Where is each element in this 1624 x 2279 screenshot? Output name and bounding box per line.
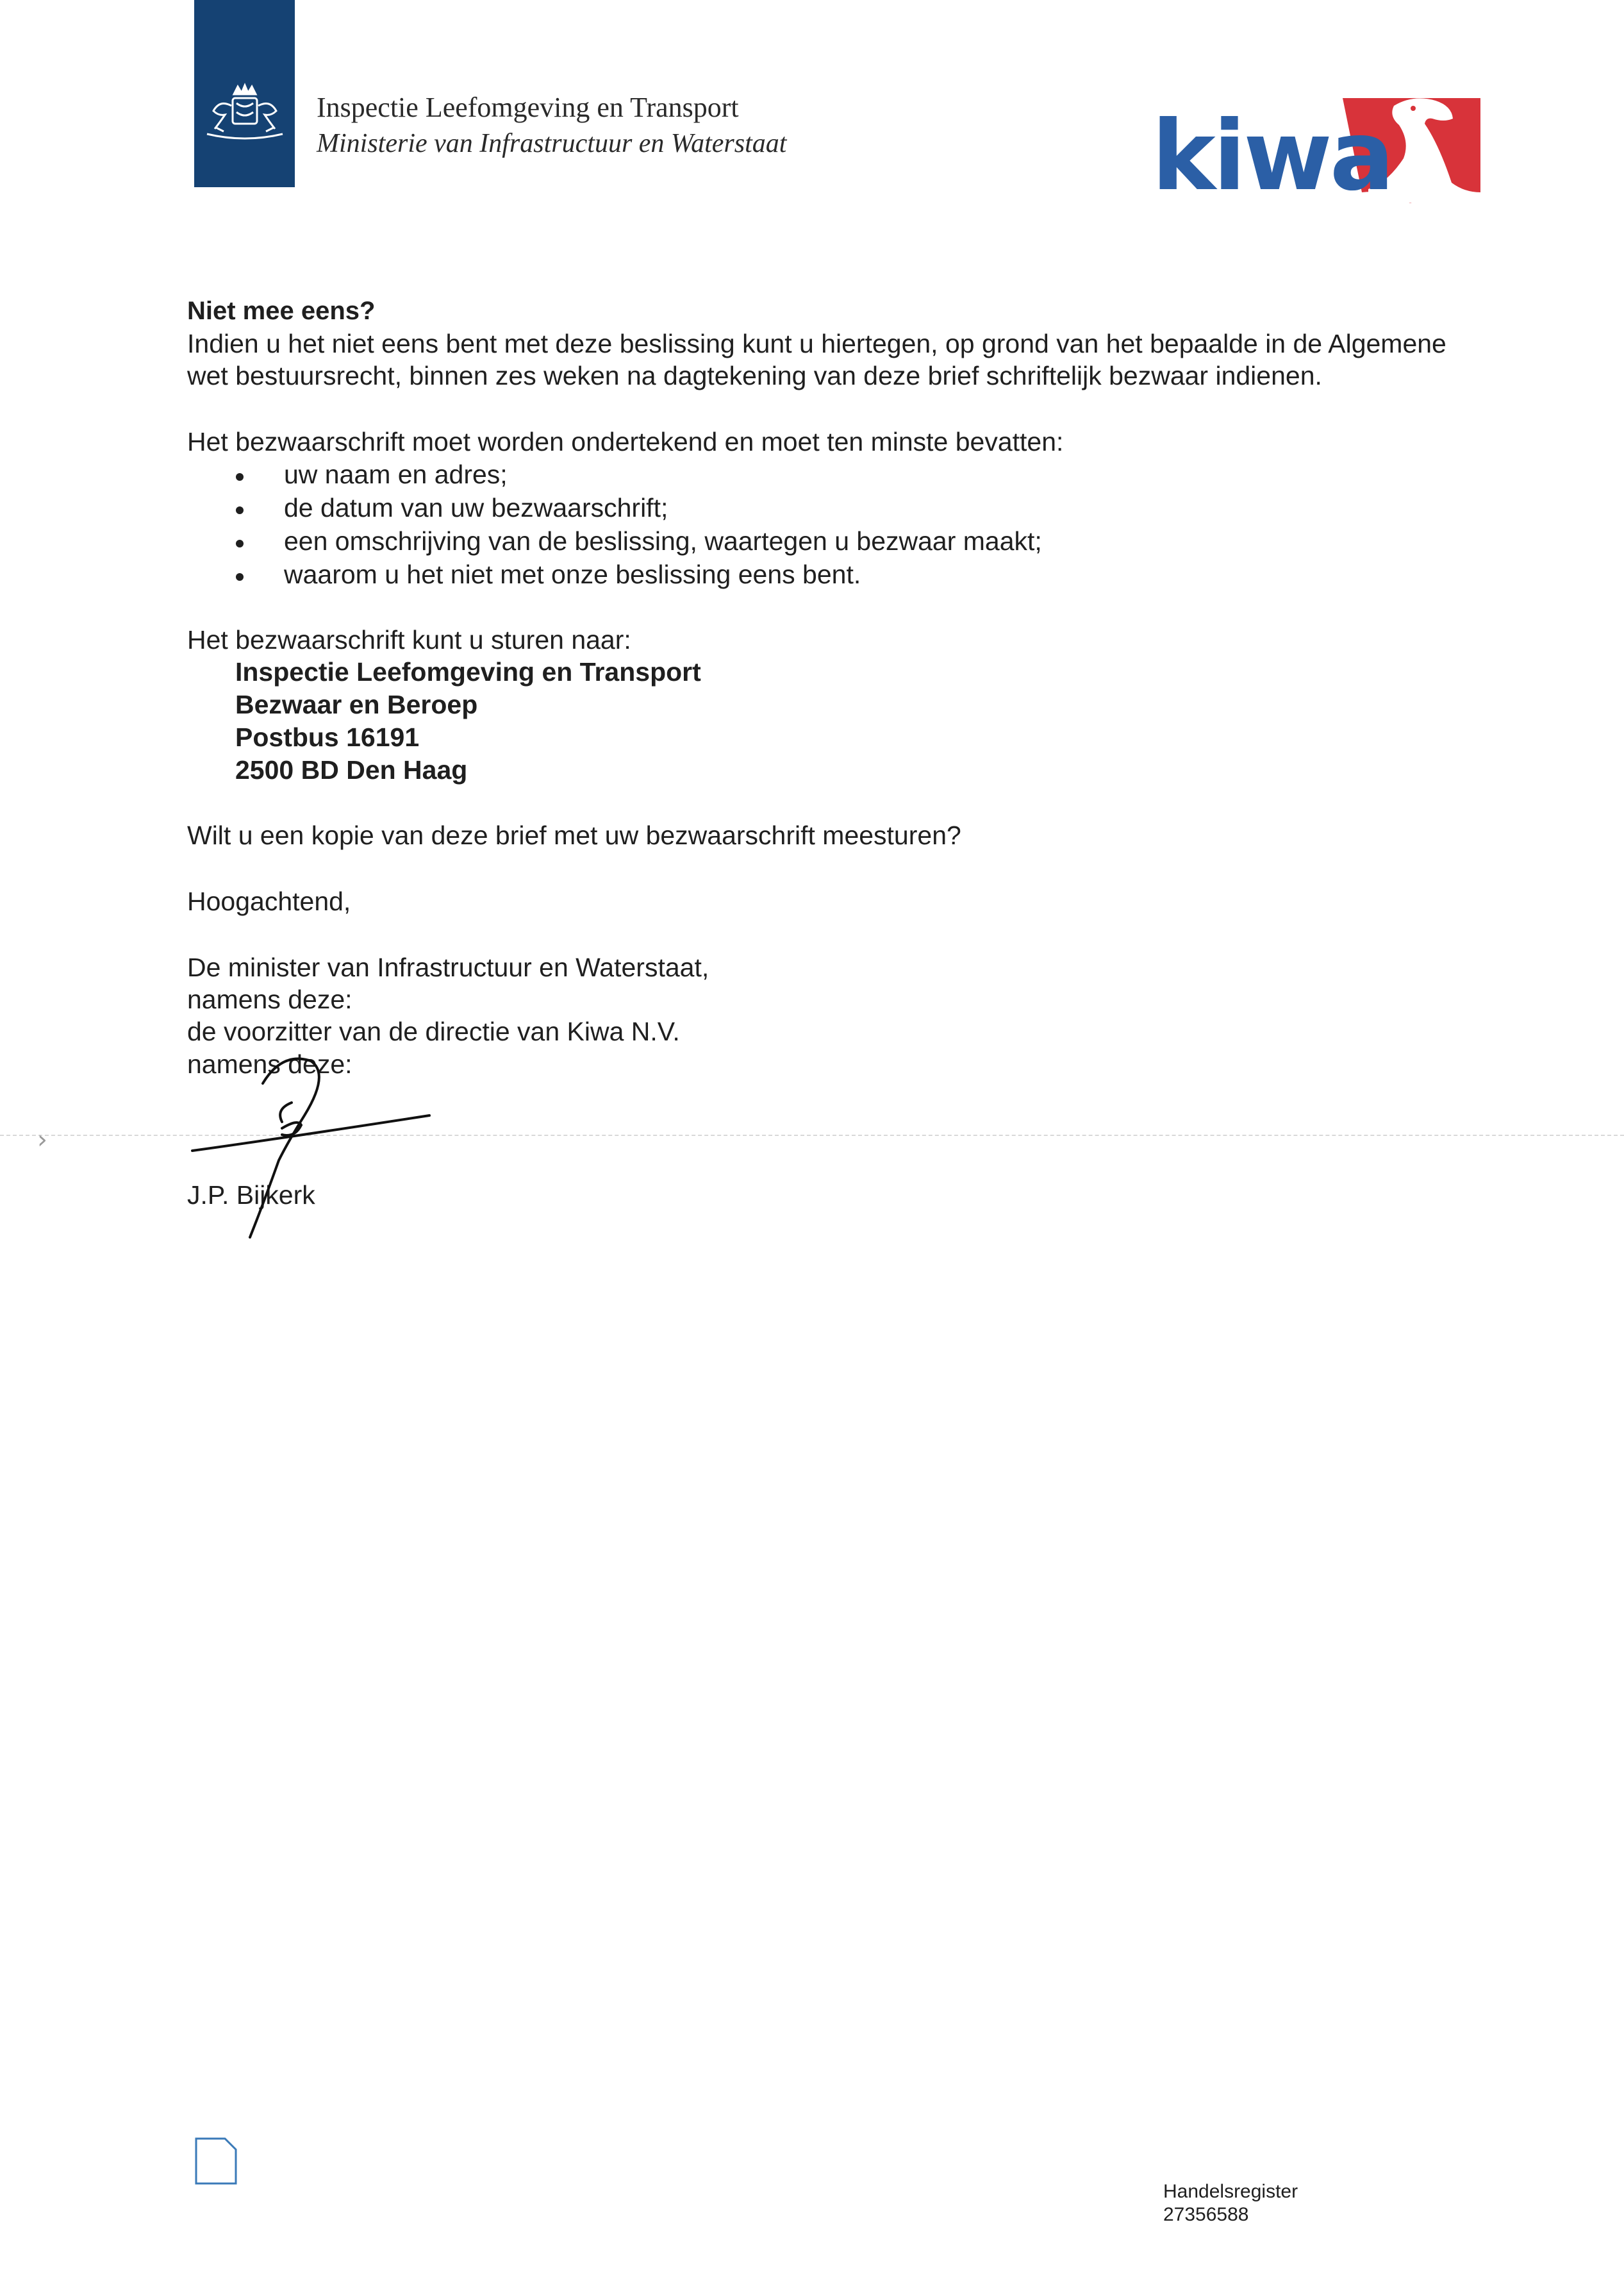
org-name: Inspectie Leefomgeving en Transport: [317, 92, 739, 123]
send-intro: Het bezwaarschrift kunt u sturen naar:: [187, 625, 631, 655]
footer-registry-number: 27356588: [1163, 2204, 1249, 2225]
intro-line-2: wet bestuursrecht, binnen zes weken na dagtekening van deze brief schriftelijk bezwaar indienen.: [187, 361, 1322, 390]
signatory-line: De minister van Infrastructuur en Waterstaat,: [187, 953, 709, 982]
svg-text:kiwa: kiwa: [1152, 101, 1392, 212]
kiwa-logo: [1150, 87, 1484, 215]
bullet-icon: [236, 506, 244, 514]
coat-of-arms-icon: [194, 80, 295, 151]
ministry-name: Ministerie van Infrastructuur en Waterstaat: [317, 129, 787, 158]
copy-request: Wilt u een kopie van deze brief met uw bezwaarschrift meesturen?: [187, 821, 961, 850]
requirement-item: de datum van uw bezwaarschrift;: [284, 493, 668, 522]
closing: Hoogachtend,: [187, 887, 351, 916]
signatory-line: namens deze:: [187, 1049, 352, 1079]
address-line: 2500 BD Den Haag: [235, 755, 468, 785]
fold-mark-icon: ›: [37, 1125, 47, 1155]
requirement-item: waarom u het niet met onze beslissing eens bent.: [284, 560, 861, 589]
signatory-line: de voorzitter van de directie van Kiwa N.V.: [187, 1017, 680, 1046]
section-heading: Niet mee eens?: [187, 297, 376, 325]
address-line: Postbus 16191: [235, 722, 420, 752]
requirement-item: een omschrijving van de beslissing, waartegen u bezwaar maakt;: [284, 526, 1042, 556]
signer-name: J.P. Bijkerk: [187, 1180, 315, 1210]
intro-line-1: Indien u het niet eens bent met deze beslissing kunt u hiertegen, op grond van het bepaalde in de Algemene: [187, 329, 1446, 358]
document-corner-icon: [194, 2137, 238, 2185]
address-line: Bezwaar en Beroep: [235, 690, 478, 719]
requirement-item: uw naam en adres;: [284, 460, 508, 489]
bullet-icon: [236, 473, 244, 481]
requirements-intro: Het bezwaarschrift moet worden ondertekend en moet ten minste bevatten:: [187, 427, 1064, 456]
footer-registry-label: Handelsregister: [1163, 2181, 1298, 2202]
signatory-line: namens deze:: [187, 985, 352, 1014]
rijksoverheid-logo: [194, 0, 295, 187]
address-line: Inspectie Leefomgeving en Transport: [235, 657, 701, 687]
bullet-icon: [236, 573, 244, 581]
signature: [186, 1013, 455, 1244]
bullet-icon: [236, 540, 244, 547]
